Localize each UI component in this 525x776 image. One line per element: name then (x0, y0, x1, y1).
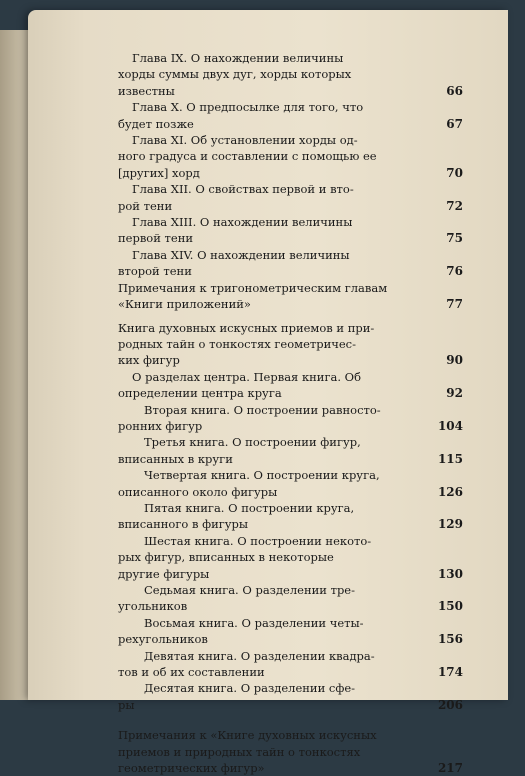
toc-entry (118, 369, 463, 402)
toc-page-number: 72 (446, 198, 463, 213)
toc-page-number: 77 (446, 297, 463, 312)
toc-entry-line: тов и об их составлении (118, 665, 265, 680)
toc-page-number: 76 (446, 264, 463, 279)
toc-entry-line: вписанного в фигуры (118, 517, 249, 532)
toc-page-number: 150 (437, 599, 463, 614)
toc-page-number: 217 (437, 761, 463, 776)
toc-entry-line: известны (118, 83, 175, 98)
toc-entry-line: Глава XIII. О нахождении величины (132, 215, 353, 230)
toc-entry-line: Четвертая книга. О построении круга, (144, 468, 380, 483)
toc-entry (118, 402, 463, 435)
toc-entry-line: [других] хорд (118, 165, 200, 180)
toc-entry-line: Девятая книга. О разделении квадра- (144, 648, 375, 663)
toc-page-number: 70 (446, 165, 463, 180)
toc-page-number: 126 (437, 484, 463, 499)
toc-page-number: 130 (437, 566, 463, 581)
toc-page-number: 104 (437, 418, 463, 433)
toc-entry-line: Глава XIV. О нахождении величины (132, 247, 350, 262)
table-of-contents (118, 50, 463, 776)
toc-entry-line: Восьмая книга. О разделении четы- (144, 615, 364, 630)
toc-entry-line: Глава IX. О нахождении величины (132, 51, 344, 65)
toc-page-number: 90 (446, 353, 463, 368)
toc-entry-line: О разделах центра. Первая книга. Об (132, 369, 362, 384)
toc-entry (118, 280, 463, 313)
toc-entry (118, 533, 463, 582)
toc-entry-line: Глава X. О предпосылке для того, что (132, 100, 364, 115)
toc-entry-line: первой тени (118, 231, 194, 246)
toc-page-number: 66 (446, 83, 463, 98)
toc-entry-line: второй тени (118, 264, 192, 279)
toc-entry (118, 615, 463, 648)
toc-page-number: 156 (437, 632, 463, 647)
toc-page-number: 92 (446, 386, 463, 401)
toc-entry-line: рой тени (118, 198, 173, 213)
toc-entry-line: угольников (118, 599, 188, 614)
toc-entry (118, 214, 463, 247)
toc-entry (118, 247, 463, 280)
toc-entry (118, 320, 463, 369)
toc-page-number: 174 (437, 665, 463, 680)
toc-entry (118, 648, 463, 681)
toc-entry (118, 467, 463, 500)
toc-entry (118, 434, 463, 467)
toc-entry-line: родных тайн о тонкостях геометричес- (118, 336, 356, 351)
toc-entry-line: ры (118, 697, 135, 712)
toc-entry-line: описанного около фигуры (118, 484, 278, 499)
toc-entry-line: Десятая книга. О разделении сфе- (144, 681, 356, 696)
toc-entry-line: Примечания к тригонометрическим главам (118, 280, 388, 295)
toc-entry-line: приемов и природных тайн о тонкостях (118, 744, 361, 759)
toc-page-number: 206 (437, 697, 463, 712)
toc-entry (118, 582, 463, 615)
toc-page-number: 115 (437, 451, 463, 466)
toc-entry-line: хорды суммы двух дуг, хорды которых (118, 67, 352, 82)
toc-entry-line: Книга духовных искусных приемов и при- (118, 320, 375, 335)
toc-entry (118, 181, 463, 214)
toc-entry-line: Шестая книга. О построении некото- (144, 533, 372, 548)
toc-entry (118, 132, 463, 181)
toc-entry (118, 500, 463, 533)
toc-entry-line: геометрических фигур» (118, 761, 265, 776)
toc-entry-line: Пятая книга. О построении круга, (144, 500, 355, 515)
toc-entry-line: ких фигур (118, 353, 180, 368)
book-page (28, 10, 508, 776)
toc-entry-line: вписанных в круги (118, 451, 233, 466)
toc-entry-line: Третья книга. О построении фигур, (144, 435, 361, 450)
toc-page-number: 129 (437, 517, 463, 532)
toc-entry-line: определении центра круга (118, 386, 282, 401)
toc-entry-line: Седьмая книга. О разделении тре- (144, 583, 356, 597)
toc-entry-line: Вторая книга. О построении равносто- (144, 402, 381, 417)
toc-entry-line: рехугольников (118, 632, 208, 647)
toc-entry (118, 50, 463, 99)
toc-entry (118, 727, 463, 776)
toc-entry-line: Примечания к «Книге духовных искусных (118, 728, 377, 743)
toc-entry-line: ронних фигур (118, 418, 203, 433)
toc-page-number: 67 (446, 116, 463, 131)
toc-entry-line: другие фигуры (118, 566, 210, 581)
toc-entry-line: будет позже (118, 116, 194, 131)
toc-page-number: 75 (446, 231, 463, 246)
toc-entry-line: Глава XI. Об установлении хорды од- (132, 133, 358, 148)
toc-entry-line: «Книги приложений» (118, 297, 251, 312)
toc-entry (118, 680, 463, 713)
toc-entry (118, 99, 463, 132)
toc-entry-line: Глава XII. О свойствах первой и вто- (132, 182, 354, 197)
toc-entry-line: ного градуса и составлении с помощью ее (118, 149, 377, 164)
toc-entry-line: рых фигур, вписанных в некоторые (118, 550, 334, 565)
